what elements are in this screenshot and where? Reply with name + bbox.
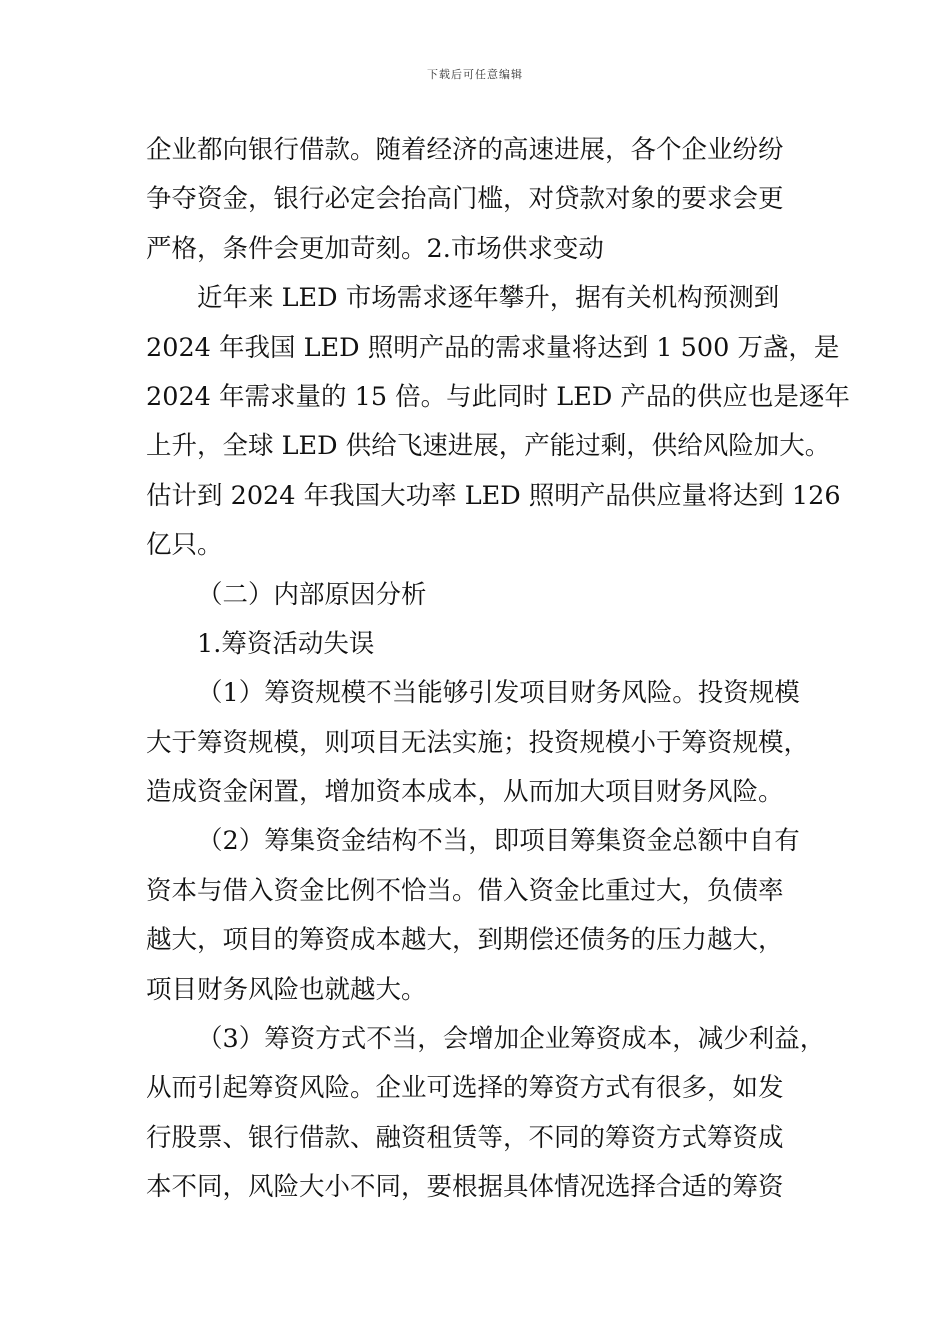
text-line: （1）筹资规模不当能够引发项目财务风险。投资规模: [197, 678, 800, 709]
text-line: 从而引起筹资风险。企业可选择的筹资方式有很多，如发: [146, 1073, 784, 1104]
text-line: 本不同，风险大小不同，要根据具体情况选择合适的筹资: [146, 1172, 784, 1203]
text-line: 资本与借入资金比例不恰当。借入资金比重过大，负债率: [146, 875, 784, 906]
text-line: 企业都向银行借款。随着经济的高速进展，各个企业纷纷: [146, 135, 784, 165]
subsection-heading: [146, 620, 810, 669]
paragraph: [146, 817, 810, 1015]
text-line: 大于筹资规模，则项目无法实施；投资规模小于筹资规模，: [146, 727, 810, 758]
text-line: 越大，项目的筹资成本越大，到期偿还债务的压力越大，: [146, 925, 784, 956]
text-line: 项目财务风险也就越大。: [146, 974, 427, 1005]
text-line: 争夺资金，银行必定会抬高门槛，对贷款对象的要求会更: [146, 184, 784, 215]
text-line: 上升，全球 LED 供给飞速进展，产能过剩，供给风险加大。: [146, 431, 831, 462]
paragraph: [146, 274, 850, 570]
text-line: 近年来 LED 市场需求逐年攀升，据有关机构预测到: [197, 283, 780, 314]
page-header: 下载后可任意编辑: [427, 68, 523, 81]
paragraph: [146, 126, 810, 274]
text-line: 2024 年我国 LED 照明产品的需求量将达到 1 500 万盏，是: [146, 332, 840, 363]
paragraph: [146, 1015, 826, 1213]
text-line: 严格，条件会更加苛刻。2.市场供求变动: [146, 233, 604, 264]
section-heading: [146, 571, 810, 620]
text-line: 亿只。: [146, 530, 223, 561]
text-line: 造成资金闲置，增加资本成本，从而加大项目财务风险。: [146, 777, 784, 808]
text-line: （二）内部原因分析: [197, 579, 427, 610]
text-line: 估计到 2024 年我国大功率 LED 照明产品供应量将达到 126: [146, 480, 841, 511]
text-line: （3）筹资方式不当，会增加企业筹资成本，减少利益，: [197, 1024, 826, 1055]
text-line: 2024 年需求量的 15 倍。与此同时 LED 产品的供应也是逐年: [146, 381, 850, 412]
text-line: （2）筹集资金结构不当，即项目筹集资金总额中自有: [197, 826, 800, 857]
paragraph: [146, 669, 810, 817]
text-line: 1.筹资活动失误: [197, 628, 375, 659]
document-body: [146, 126, 850, 1213]
text-line: 行股票、银行借款、融资租赁等，不同的筹资方式筹资成: [146, 1122, 784, 1153]
